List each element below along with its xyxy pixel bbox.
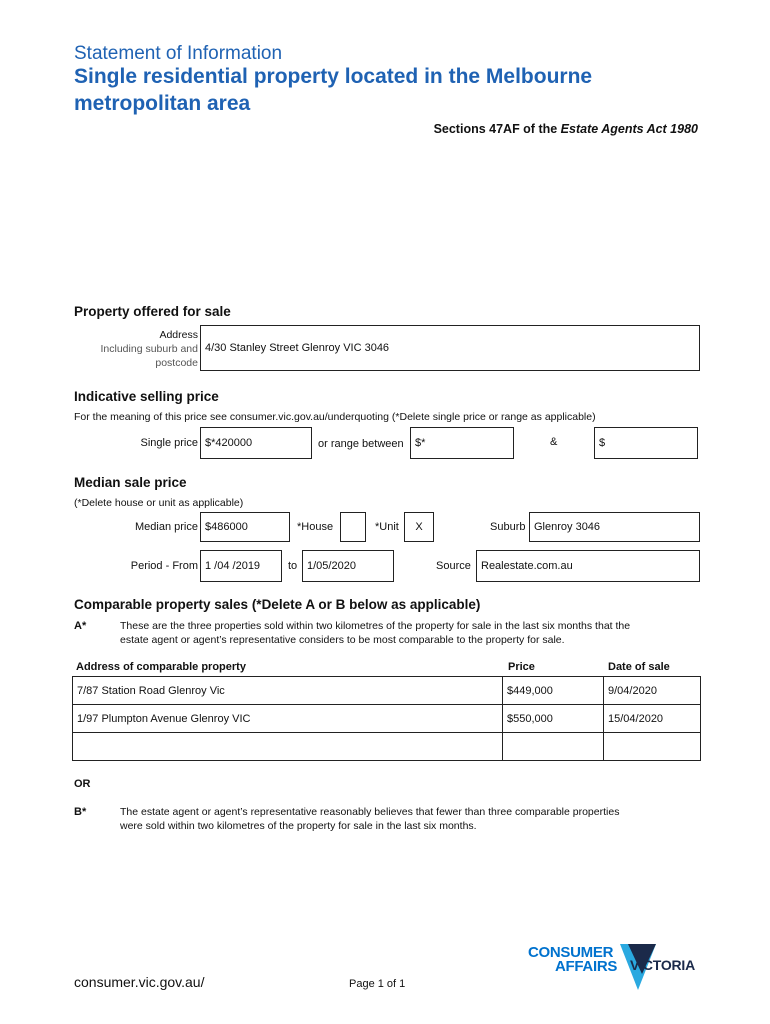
suburb-field[interactable]: Glenroy 3046 [529,512,700,542]
price-cell[interactable]: $449,000 [503,677,604,705]
single-price-field[interactable]: $*420000 [200,427,312,459]
suburb-label: Suburb [490,521,526,533]
option-b-text-1: The estate agent or agent’s representative reasonably believes that fewer than three comparable properties [120,806,620,818]
unit-checkbox[interactable]: X [404,512,434,542]
indicative-heading: Indicative selling price [74,389,219,404]
logo-victoria-text: VICTORIA [630,957,696,973]
page-title-line-1: Single residential property located in the Melbourne [74,65,593,88]
median-note: (*Delete house or unit as applicable) [74,497,244,509]
col-price-header: Price [508,661,535,673]
address-label-3: postcode [155,357,198,369]
table-row [73,733,701,761]
overline: Statement of Information [74,43,283,64]
range-label: or range between [318,438,404,450]
footer-website[interactable]: consumer.vic.gov.au/ [74,974,205,990]
price-cell[interactable] [503,733,604,761]
sections-prefix: Sections 47AF of the [433,122,561,136]
indicative-note: For the meaning of this price see consumer.vic.gov.au/underquoting (*Delete single price or range as applicable) [74,411,596,423]
comparable-table [72,676,701,761]
table-row [73,677,701,705]
address-label-2: Including suburb and [100,343,198,355]
col-date-header: Date of sale [608,661,670,673]
median-heading: Median sale price [74,475,187,490]
median-price-field[interactable]: $486000 [200,512,290,542]
or-label: OR [74,778,91,790]
house-label: *House [297,521,334,533]
date-cell[interactable] [604,733,701,761]
source-label: Source [436,560,471,572]
period-to-field[interactable]: 1/05/2020 [302,550,394,582]
option-b-text-2: were sold within two kilometres of the property for sale in the last six months. [120,820,477,832]
address-cell[interactable] [73,733,503,761]
logo-consumer-text: CONSUMER [528,944,614,961]
address-label-1: Address [159,329,198,341]
option-b-marker: B* [74,806,87,818]
sections-line [434,122,698,136]
unit-label: *Unit [375,521,399,533]
source-field[interactable]: Realestate.com.au [476,550,700,582]
page-title-line-2: metropolitan area [74,92,251,115]
date-cell[interactable]: 15/04/2020 [604,705,701,733]
address-cell[interactable]: 7/87 Station Road Glenroy Vic [73,677,503,705]
period-label: Period - From [130,560,198,572]
property-heading: Property offered for sale [74,304,231,319]
range-from-field[interactable]: $* [410,427,514,459]
range-ampersand: & [550,436,558,448]
comparable-heading: Comparable property sales (*Delete A or B below as applicable) [74,597,481,612]
option-a-text-2: estate agent or agent’s representative considers to be most comparable to the property for sale. [120,634,565,646]
price-cell[interactable]: $550,000 [503,705,604,733]
footer-page-number: Page 1 of 1 [349,978,406,990]
period-from-field[interactable]: 1 /04 /2019 [200,550,282,582]
option-a-text-1: These are the three properties sold within two kilometres of the property for sale in the last six months that the [120,620,631,632]
option-a-marker: A* [74,620,87,632]
median-price-label: Median price [135,521,198,533]
single-price-label: Single price [140,437,198,449]
address-field[interactable]: 4/30 Stanley Street Glenroy VIC 3046 [200,325,700,371]
table-row [73,705,701,733]
consumer-affairs-victoria-logo [528,944,704,992]
address-cell[interactable]: 1/97 Plumpton Avenue Glenroy VIC [73,705,503,733]
col-address-header: Address of comparable property [76,661,246,673]
house-checkbox[interactable] [340,512,366,542]
date-cell[interactable]: 9/04/2020 [604,677,701,705]
logo-affairs-text: AFFAIRS [555,958,618,975]
to-label: to [288,560,298,572]
range-to-field[interactable]: $ [594,427,698,459]
sections-act: Estate Agents Act 1980 [560,122,698,136]
